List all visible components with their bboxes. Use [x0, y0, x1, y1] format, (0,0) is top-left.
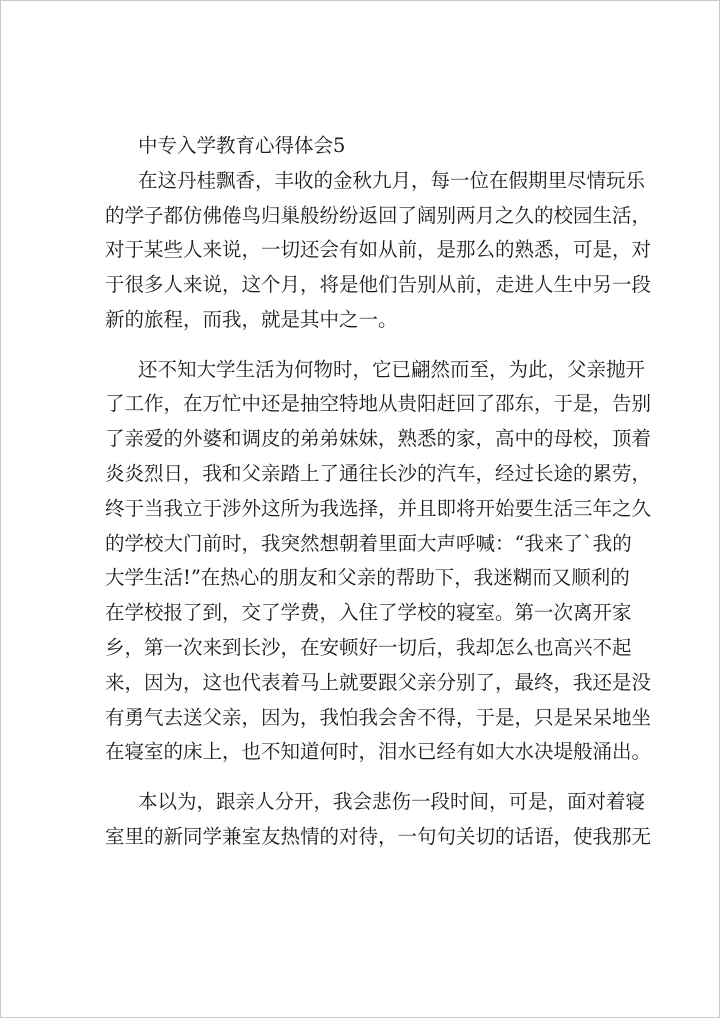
- paragraph-spacer: [105, 770, 625, 785]
- paragraph-1: [105, 164, 652, 338]
- paragraph-2: [105, 353, 652, 771]
- paragraph-line: 室里的新同学兼室友热情的对待，一句句关切的话语，使我那无: [105, 824, 652, 848]
- document-body: [105, 129, 652, 855]
- paragraph-line: 来，因为，这也代表着马上就要跟父亲分别了，最终，我还是没: [105, 670, 652, 694]
- paragraph-line: 的学子都仿佛倦鸟归巢般纷纷返回了阔别两月之久的校园生活，: [105, 203, 652, 227]
- paragraph-line: 乡，第一次来到长沙，在安顿好一切后，我却怎么也高兴不起: [105, 635, 632, 659]
- paragraph-line: 了工作，在万忙中还是抽空特地从贵阳赶回了邵东，于是，告别: [105, 392, 652, 416]
- paragraph-spacer: [105, 338, 625, 353]
- paragraph-line: 在寝室的床上，也不知道何时，泪水已经有如大水决堤般涌出。: [105, 740, 652, 764]
- paragraph-line: 本以为，跟亲人分开，我会悲伤一段时间，可是，面对着寝: [138, 789, 646, 813]
- paragraph-line: 了亲爱的外婆和调皮的弟弟妹妹，熟悉的家，高中的母校，顶着: [105, 427, 652, 451]
- paragraph-line: 的学校大门前时，我突然想朝着里面大声呼喊：“我来了`我的: [105, 531, 632, 555]
- paragraph-line: 有勇气去送父亲，因为，我怕我会舍不得，于是，只是呆呆地坐: [105, 705, 652, 729]
- paragraph-3: [105, 785, 652, 855]
- paragraph-line: 炎炎烈日，我和父亲踏上了通往长沙的汽车，经过长途的累劳，: [105, 461, 652, 485]
- paragraph-line: 终于当我立于涉外这所为我选择，并且即将开始要生活三年之久: [105, 496, 652, 520]
- paragraph-line: 在这丹桂飘香，丰收的金秋九月，每一位在假期里尽情玩乐: [138, 168, 646, 192]
- paragraph-line: 在学校报了到，交了学费，入住了学校的寝室。第一次离开家: [105, 601, 632, 625]
- document-title: 中专入学教育心得体会5: [138, 134, 346, 157]
- paragraph-line: 于很多人来说，这个月，将是他们告别从前，走进人生中另一段: [105, 273, 652, 297]
- paragraph-line: 大学生活!”在热心的朋友和父亲的帮助下，我迷糊而又顺利的: [105, 566, 630, 590]
- paragraph-line: 还不知大学生活为何物时，它已翩然而至，为此，父亲抛开: [138, 357, 646, 381]
- paragraph-line: 对于某些人来说，一切还会有如从前，是那么的熟悉，可是，对: [105, 238, 652, 262]
- paragraph-line: 新的旅程，而我，就是其中之一。: [105, 307, 398, 331]
